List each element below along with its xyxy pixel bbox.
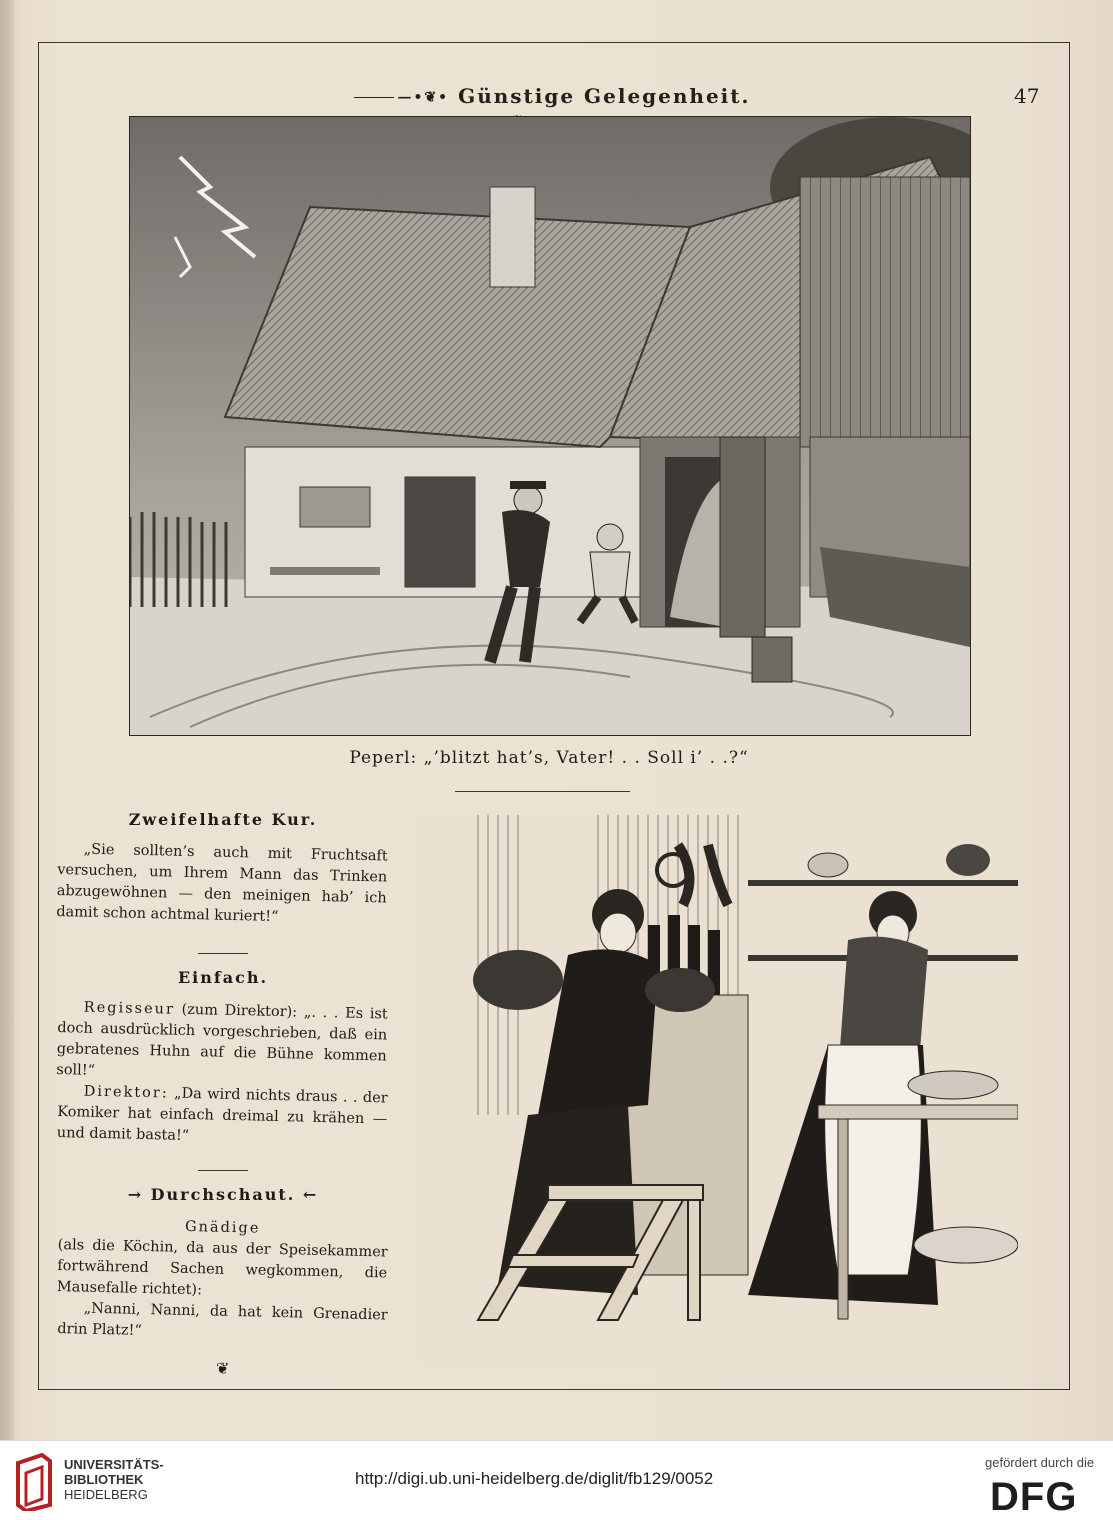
stage-direction-durchschaut: (als die Köchin, da aus der Speisekammer fortwährend Sachen wegkommen, die Mausefalle richtet): xyxy=(56,1236,388,1299)
story-text-einfach-2 xyxy=(57,1081,388,1151)
quote-durchschaut: „Nanni, Nanni, da hat kein Grenadier drin Platz!“ xyxy=(57,1300,388,1339)
head-rule-left xyxy=(354,97,394,98)
barn-door-open xyxy=(720,437,765,637)
page-gutter-edge xyxy=(0,0,14,1440)
chimney xyxy=(490,187,535,287)
dfg-logo-icon[interactable]: DFG xyxy=(990,1475,1078,1519)
institution-line-3: HEIDELBERG xyxy=(64,1487,148,1502)
farmhouse-illustration xyxy=(129,116,971,736)
bench xyxy=(270,567,380,575)
bowl xyxy=(914,1227,1018,1263)
page-number: 47 xyxy=(1014,84,1040,108)
end-ornament-icon: ❦ xyxy=(215,1358,230,1378)
document-url-link[interactable]: http://digi.ub.uni-heidelberg.de/diglit/fb129/0052 xyxy=(355,1469,714,1488)
institution-name[interactable] xyxy=(64,1457,164,1502)
story-text-zweifelhafte-kur: „Sie sollten’s auch mit Fruchtsaft versuchen, um Ihrem Mann das Trinken abzugewöhnen — den meinigen hab’ ich damit schon achtmal kuriert!“ xyxy=(56,841,388,926)
institution-line-2: BIBLIOTHEK xyxy=(64,1472,144,1487)
university-library-logo-icon[interactable] xyxy=(12,1453,56,1511)
institution-line-1: UNIVERSITÄTS- xyxy=(64,1457,164,1472)
speaker-gnaedige: Gnädige xyxy=(184,1218,261,1237)
speaker-direktor: Direktor: xyxy=(83,1083,169,1102)
illustration-caption: Peperl: „’blitzt hat’s, Vater! . . Soll i’ . .?“ xyxy=(349,748,749,768)
story-title-einfach: Einfach. xyxy=(177,968,269,987)
caption-rule xyxy=(455,791,630,792)
line-direktor: „Da wird nichts draus . . der Komiker hat einfach dreimal zu krähen — und damit basta!“ xyxy=(56,1085,388,1144)
line-regisseur: (zum Direktor): „. . . Es ist doch ausdrücklich vorgeschrieben, daß ein gebratenes Huhn auf die Bühne kommen soll!“ xyxy=(56,1001,388,1079)
section-divider-2 xyxy=(198,1170,248,1171)
kitchen-shelf-upper xyxy=(748,880,1018,886)
kitchen-drawing xyxy=(418,815,1018,1365)
kettle xyxy=(946,844,990,876)
story-title-zweifelhafte-kur: Zweifelhafte Kur. xyxy=(128,810,318,829)
chopping-block xyxy=(752,637,792,682)
barn-gable xyxy=(800,177,970,447)
page-title: Günstige Gelegenheit. xyxy=(458,84,751,108)
sponsor-text: gefördert durch die xyxy=(985,1455,1095,1470)
story-title-durchschaut: → Durchschaut. ← xyxy=(127,1185,319,1204)
jokes-column xyxy=(56,810,388,1378)
pot xyxy=(808,853,848,877)
viewer-footer xyxy=(0,1440,1113,1520)
kitchen-illustration xyxy=(418,815,1018,1365)
speaker-regisseur: Regisseur xyxy=(83,999,176,1018)
section-divider-1 xyxy=(198,953,248,954)
house-door xyxy=(405,477,475,587)
story-text-einfach-1 xyxy=(56,997,388,1088)
ornament-left-icon: —•❦• xyxy=(397,89,450,106)
table-leg xyxy=(838,1119,848,1319)
plate xyxy=(908,1071,998,1099)
kitchen-table xyxy=(818,1105,1018,1119)
house-window xyxy=(300,487,370,527)
farmhouse-drawing xyxy=(130,117,970,735)
